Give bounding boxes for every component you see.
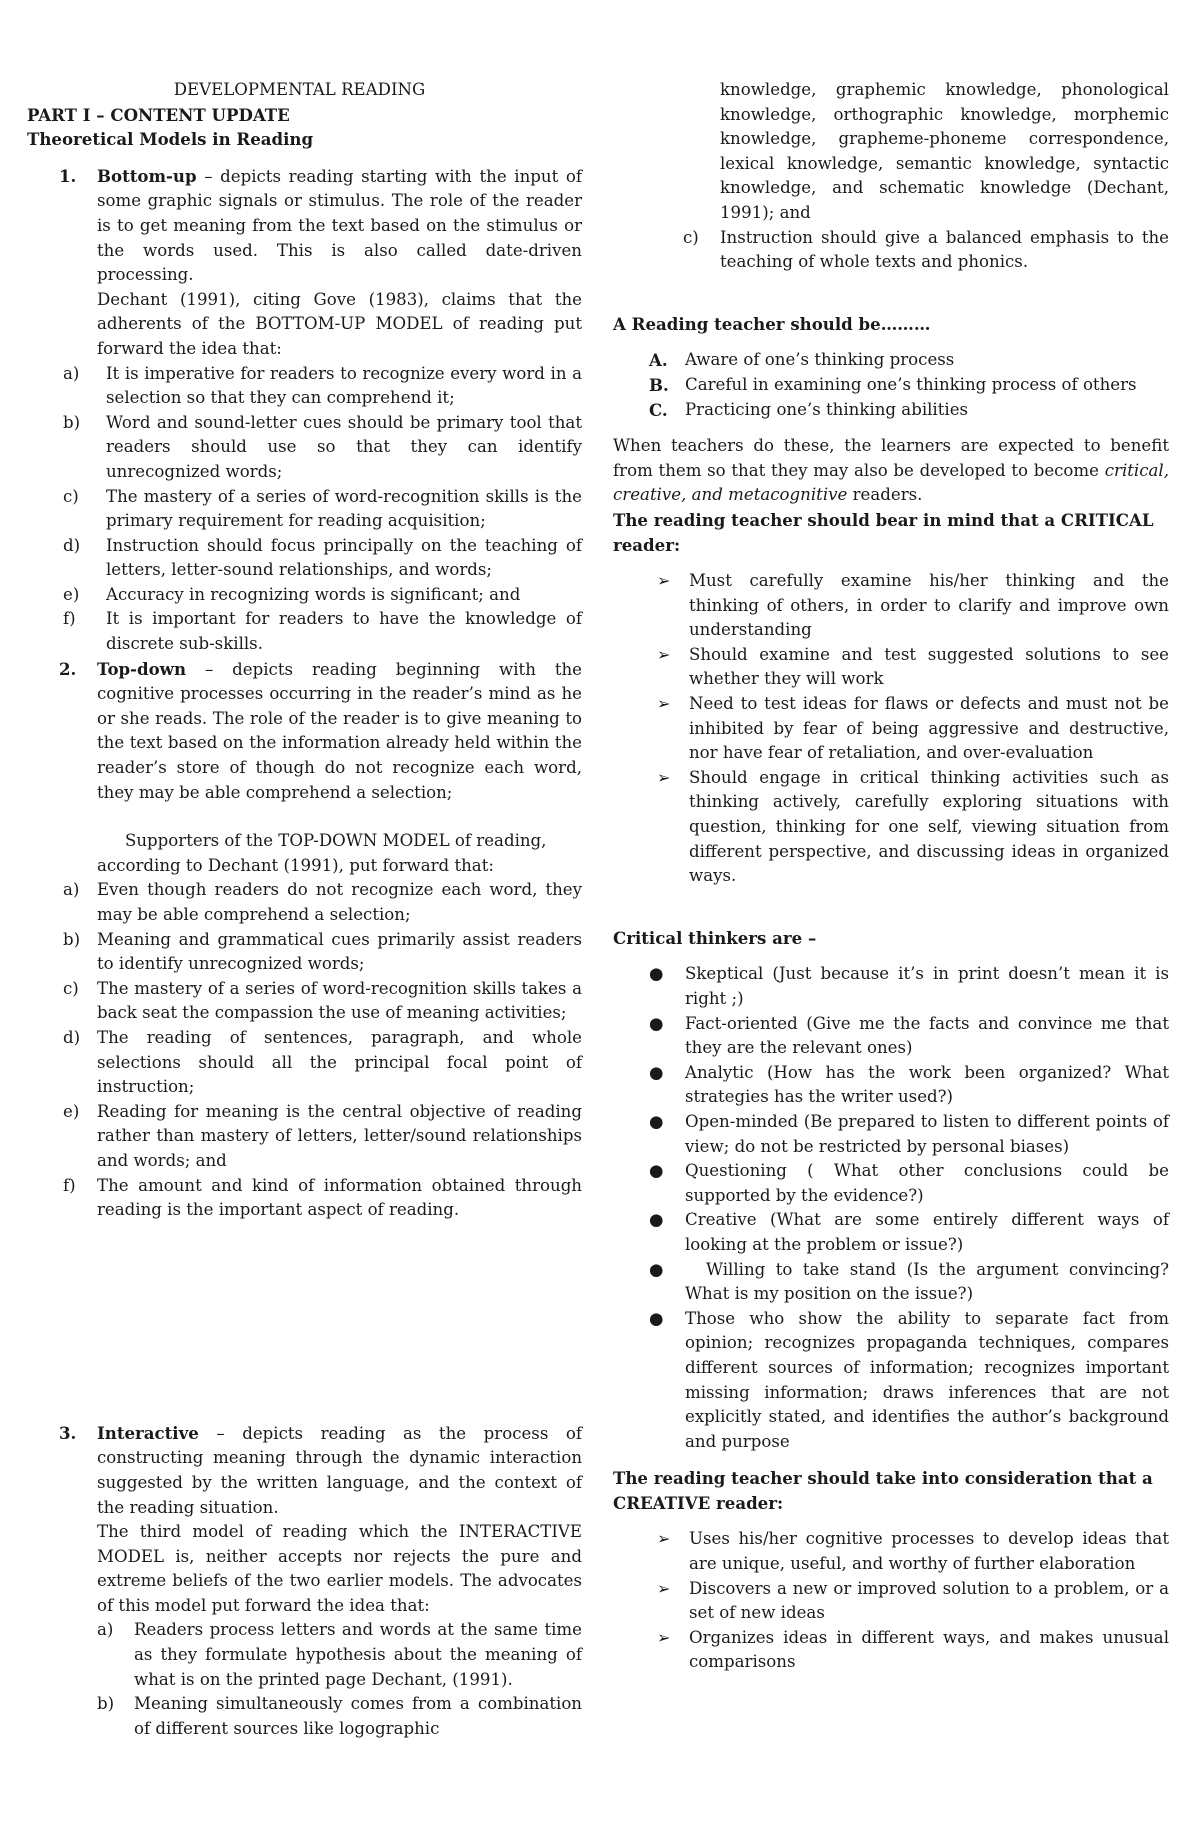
creative-heading: The reading teacher should take into consideration that a CREATIVE reader: bbox=[613, 1468, 1153, 1513]
list-item: a) Even though readers do not recognize each word, they may be able comprehend a selection; bbox=[63, 880, 582, 924]
bullet-icon: ● bbox=[649, 1111, 664, 1131]
list-item: b) Word and sound-letter cues should be primary tool that readers should use so that they can identify unrecognized words; bbox=[63, 412, 582, 481]
list-item: a) Readers process letters and words at the same time as they formulate hypothesis about the meaning of what is on the printed page Dechant, (1991). bbox=[97, 1620, 582, 1689]
list-item: e) Reading for meaning is the central objective of reading rather than mastery of letters, letter/sound relationships and words; and bbox=[63, 1101, 582, 1170]
bullet-icon: ● bbox=[649, 1161, 664, 1181]
bullet-icon: ● bbox=[649, 964, 664, 984]
list-item: f) It is important for readers to have the knowledge of discrete sub-skills. bbox=[63, 609, 582, 654]
section-heading: Theoretical Models in Reading bbox=[27, 129, 314, 150]
arrow-bullet-icon: ➢ bbox=[657, 1627, 671, 1647]
arrow-bullet-icon: ➢ bbox=[657, 694, 671, 714]
model-number: 2. bbox=[59, 658, 77, 679]
list-item: ● Analytic (How has the work been organized? What strategies has the writer used?) bbox=[649, 1062, 1169, 1107]
list-item: b) Meaning simultaneously comes from a combination of different sources like logographic bbox=[97, 1694, 582, 1738]
model-description: – depicts reading starting with the input of some graphic signals or stimulus. The role of the reader is to get meaning from the text based on the stimulus or the words used. This is also called date-driven processing. bbox=[97, 166, 582, 285]
list-item: ● Skeptical (Just because it’s in print doesn’t mean it is right ;) bbox=[649, 964, 1169, 1008]
interactive-list bbox=[27, 1618, 582, 1741]
model-paragraph: Supporters of the TOP-DOWN MODEL of reading, according to Dechant (1991), put forward that: bbox=[97, 831, 547, 875]
thinkers-heading: Critical thinkers are – bbox=[613, 927, 817, 948]
list-item: ➢ Uses his/her cognitive processes to develop ideas that are unique, useful, and worthy of further elaboration bbox=[657, 1529, 1169, 1574]
arrow-bullet-icon: ➢ bbox=[657, 767, 671, 787]
arrow-bullet-icon: ➢ bbox=[657, 571, 671, 591]
model-description: – depicts reading as the process of constructing meaning through the dynamic interaction suggested by the written language, and the context of the reading situation. bbox=[97, 1423, 582, 1517]
list-item: c) The mastery of a series of word-recognition skills takes a back seat the compassion the use of meaning activities; bbox=[63, 978, 582, 1023]
model-name: Interactive bbox=[97, 1422, 199, 1443]
list-item: ➢ Need to test ideas for flaws or defects and must not be inhibited by fear of being aggressive and destructive, nor have fear of retaliation, and over-evaluation bbox=[657, 694, 1169, 763]
bullet-icon: ● bbox=[649, 1210, 664, 1230]
right-column bbox=[613, 78, 1175, 1675]
list-item: ➢ Should engage in critical thinking activities such as thinking actively, carefully exploring situations with question, thinking for one self, viewing situation from different perspective, and discussing ideas in organized ways. bbox=[657, 767, 1169, 886]
list-item: ➢ Must carefully examine his/her thinking and the thinking of others, in order to clarify and improve own understanding bbox=[657, 571, 1169, 640]
list-item: ● Questioning ( What other conclusions could be supported by the evidence?) bbox=[649, 1161, 1169, 1205]
list-item: c) Instruction should give a balanced emphasis to the teaching of whole texts and phonics. bbox=[683, 227, 1169, 272]
model-bottom-up bbox=[27, 164, 582, 362]
benefit-paragraph: When teachers do these, the learners are expected to benefit from them so that they may also be developed to become critical, creative, and metacognitive readers. bbox=[613, 436, 1169, 505]
bottom-up-list bbox=[27, 362, 582, 657]
list-item: A. Aware of one’s thinking process bbox=[649, 350, 955, 371]
list-item: ➢ Should examine and test suggested solutions to see whether they will work bbox=[657, 644, 1169, 689]
list-item: c) The mastery of a series of word-recognition skills is the primary requirement for reading acquisition; bbox=[63, 486, 582, 531]
model-interactive bbox=[27, 1421, 582, 1619]
bullet-icon: ● bbox=[649, 1062, 664, 1082]
critical-list bbox=[613, 569, 1169, 889]
list-item: B. Careful in examining one’s thinking process of others bbox=[649, 374, 1137, 395]
interactive-list-continued bbox=[613, 226, 1169, 275]
list-item: a) It is imperative for readers to recognize every word in a selection so that they can comprehend it; bbox=[63, 363, 582, 408]
list-item: d) The reading of sentences, paragraph, and whole selections should all the principal focal point of instruction; bbox=[63, 1027, 582, 1097]
list-item: d) Instruction should focus principally on the teaching of letters, letter-sound relationships, and words; bbox=[63, 535, 582, 580]
arrow-bullet-icon: ➢ bbox=[657, 644, 671, 664]
list-item: ● Willing to take stand (Is the argument convincing? What is my position on the issue?) bbox=[649, 1259, 1175, 1304]
interactive-continued: knowledge, graphemic knowledge, phonological knowledge, orthographic knowledge, morphemic knowledge, grapheme-phoneme correspondence, lexical knowledge, semantic knowledge, syntactic knowledge, and schematic knowledge (Dechant, 1991); and bbox=[720, 80, 1169, 222]
document-title: DEVELOPMENTAL READING bbox=[173, 80, 426, 99]
list-item: ● Open-minded (Be prepared to listen to different points of view; do not be restricted by personal biases) bbox=[649, 1111, 1169, 1156]
top-down-list bbox=[27, 878, 582, 1222]
teacher-list bbox=[613, 348, 1169, 422]
bullet-icon: ● bbox=[649, 1308, 664, 1328]
list-item: ● Those who show the ability to separate fact from opinion; recognizes propaganda techniques, compares different sources of information; recognizes important missing information; draws inferences that are not explicitly stated, and identifies the author’s background and purpose bbox=[649, 1308, 1169, 1451]
arrow-bullet-icon: ➢ bbox=[657, 1529, 671, 1549]
teacher-heading: A Reading teacher should be……… bbox=[613, 313, 931, 334]
part-heading: PART I – CONTENT UPDATE bbox=[27, 104, 290, 125]
left-column bbox=[27, 78, 582, 1741]
bullet-icon: ● bbox=[649, 1259, 664, 1279]
list-item: C. Practicing one’s thinking abilities bbox=[649, 399, 969, 420]
list-item: ● Fact-oriented (Give me the facts and convince me that they are the relevant ones) bbox=[649, 1013, 1169, 1058]
list-item: e) Accuracy in recognizing words is significant; and bbox=[63, 584, 521, 604]
model-top-down bbox=[27, 657, 582, 806]
model-number: 3. bbox=[59, 1422, 77, 1443]
creative-list bbox=[613, 1527, 1169, 1675]
model-paragraph: The third model of reading which the INTERACTIVE MODEL is, neither accepts nor rejects the pure and extreme beliefs of the two earlier models. The advocates of this model put forward the idea that: bbox=[97, 1522, 582, 1615]
list-item: ➢ Organizes ideas in different ways, and makes unusual comparisons bbox=[657, 1627, 1169, 1672]
list-item: ➢ Discovers a new or improved solution to a problem, or a set of new ideas bbox=[657, 1578, 1169, 1623]
list-item: ● Creative (What are some entirely different ways of looking at the problem or issue?) bbox=[649, 1210, 1169, 1254]
model-number: 1. bbox=[59, 165, 77, 186]
model-description: – depicts reading beginning with the cognitive processes occurring in the reader’s mind as he or she reads. The role of the reader is to give meaning to the text based on the information already held within the reader’s store of though do not recognize each word, they may be able comprehend a selection; bbox=[97, 659, 582, 802]
thinkers-list bbox=[613, 962, 1175, 1454]
model-paragraph: Dechant (1991), citing Gove (1983), claims that the adherents of the BOTTOM-UP MODEL of reading put forward the idea that: bbox=[97, 289, 582, 358]
model-name: Bottom-up bbox=[97, 165, 197, 186]
bullet-icon: ● bbox=[649, 1013, 664, 1033]
arrow-bullet-icon: ➢ bbox=[657, 1578, 671, 1598]
list-item: f) The amount and kind of information obtained through reading is the important aspect of reading. bbox=[63, 1175, 582, 1220]
critical-heading: The reading teacher should bear in mind that a CRITICAL reader: bbox=[613, 509, 1154, 555]
model-name: Top-down bbox=[97, 658, 187, 679]
list-item: b) Meaning and grammatical cues primarily assist readers to identify unrecognized words; bbox=[63, 929, 582, 974]
